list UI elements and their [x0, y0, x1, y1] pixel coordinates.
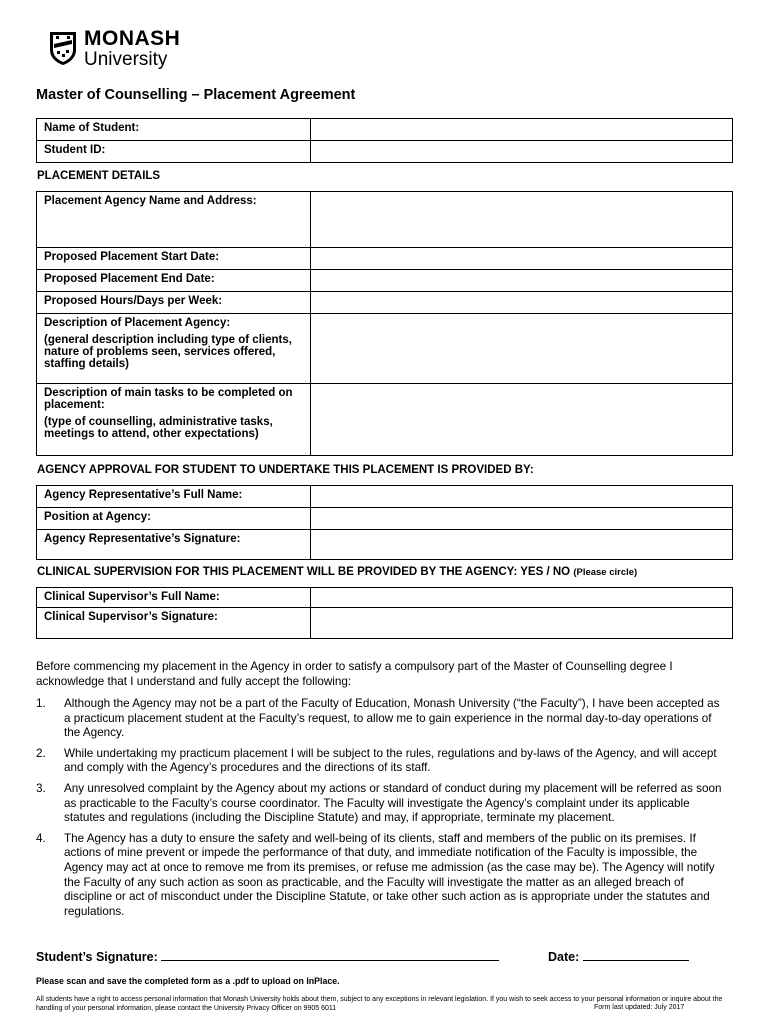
upload-note: Please scan and save the completed form as a .pdf to upload on InPlace. [36, 976, 340, 986]
agency-description-label: Description of Placement Agency: [44, 317, 231, 329]
clinical-supervision-text: CLINICAL SUPERVISION FOR THIS PLACEMENT WILL BE PROVIDED BY THE AGENCY: YES / NO [37, 566, 571, 578]
placement-table [36, 191, 733, 456]
start-date-label: Proposed Placement Start Date: [37, 248, 311, 270]
hours-per-week-label: Proposed Hours/Days per Week: [37, 292, 311, 314]
student-signature-label: Student’s Signature: [36, 950, 158, 964]
agency-rep-name-label: Agency Representative’s Full Name: [37, 486, 311, 508]
list-item [36, 697, 726, 741]
supervision-table [36, 587, 733, 639]
agency-approval-heading: AGENCY APPROVAL FOR STUDENT TO UNDERTAKE THIS PLACEMENT IS PROVIDED BY: [37, 464, 534, 476]
student-signature-line[interactable] [161, 949, 499, 961]
main-tasks-note: (type of counselling, administrative tasks, meetings to attend, other expectations) [44, 416, 273, 440]
table-row [37, 608, 733, 639]
clinical-supervision-heading [37, 566, 637, 578]
monash-crest-icon [48, 30, 78, 66]
student-id-label: Student ID: [37, 141, 311, 163]
table-row [37, 508, 733, 530]
table-row [37, 530, 733, 560]
logo-monash-text: MONASH [84, 26, 181, 50]
agency-rep-signature-label: Agency Representative’s Signature: [37, 530, 311, 560]
agency-rep-signature-field[interactable] [311, 530, 733, 560]
table-row [37, 486, 733, 508]
term-number: 4. [36, 831, 46, 845]
please-circle-note: (Please circle) [573, 567, 638, 578]
term-text: While undertaking my practicum placement I will be subject to the rules, regulations and by-laws of the Agency, and will accept and comply with the Agency’s procedures and the directions of its staff. [64, 746, 717, 775]
table-row [37, 588, 733, 608]
term-text: Any unresolved complaint by the Agency about my actions or standard of conduct during my placement will be referred as soon as practicable to the Faculty’s course coordinator. The Faculty will investigate the Agency’s complaint under its applicable statutes and regulations (including the Discipline Statute) and may, if appropriate, terminate my placement. [64, 781, 722, 825]
student-id-field[interactable] [311, 141, 733, 163]
page-title: Master of Counselling – Placement Agreement [36, 87, 356, 103]
table-row [37, 270, 733, 292]
main-tasks-label: Description of main tasks to be completed on placement: [44, 387, 293, 411]
term-text: The Agency has a duty to ensure the safety and well-being of its clients, staff and members of the public on its premises. If actions of mine prevent or impede the performance of that duty, and immediate notification of the Faculty is impossible, the Agency may act at once to remove me from its premises, or refuse me admission (as the case may be). The Agency will notify the Faculty of any such action as soon as practicable, and the Faculty will investigate the matter as an alleged breach of discipline or act of misconduct under the Discipline Statute, or take other such action as is appropriate under the statutes and regulations. [64, 831, 715, 918]
table-row [37, 141, 733, 163]
table-row [37, 248, 733, 270]
table-row [37, 292, 733, 314]
student-signature [36, 949, 499, 964]
list-item [36, 832, 726, 920]
agency-description-field[interactable] [311, 314, 733, 384]
table-row [37, 384, 733, 456]
position-field[interactable] [311, 508, 733, 530]
table-row [37, 119, 733, 141]
supervisor-name-field[interactable] [311, 588, 733, 608]
form-last-updated: Form last updated: July 2017 [594, 1004, 685, 1011]
term-text: Although the Agency may not be a part of the Faculty of Education, Monash University (“the Faculty”), I have been accepted as a practicum placement student at the Faculty’s request, to allow me to gain experience in the normal day-to-day operations of the Agency. [64, 697, 720, 740]
date [548, 949, 689, 964]
end-date-field[interactable] [311, 270, 733, 292]
agreement-intro: Before commencing my placement in the Agency in order to satisfy a compulsory part of the Master of Counselling degree I acknowledge that I understand and fully accept the following: [36, 660, 673, 688]
name-of-student-label: Name of Student: [37, 119, 311, 141]
main-tasks-cell [37, 384, 311, 456]
supervisor-name-label: Clinical Supervisor’s Full Name: [37, 588, 311, 608]
agency-description-note: (general description including type of clients, nature of problems seen, services offered, staffing details) [44, 334, 292, 370]
end-date-label: Proposed Placement End Date: [37, 270, 311, 292]
agency-name-address-field[interactable] [311, 192, 733, 248]
logo-university-text: University [84, 48, 168, 70]
list-item [36, 782, 726, 826]
term-number: 3. [36, 781, 46, 795]
date-label: Date: [548, 950, 580, 964]
hours-per-week-field[interactable] [311, 292, 733, 314]
date-line[interactable] [583, 949, 689, 961]
agency-rep-name-field[interactable] [311, 486, 733, 508]
agreement-terms [36, 697, 726, 925]
main-tasks-field[interactable] [311, 384, 733, 456]
term-number: 1. [36, 697, 46, 710]
term-number: 2. [36, 746, 46, 760]
table-row [37, 192, 733, 248]
supervisor-signature-field[interactable] [311, 608, 733, 639]
placement-details-heading: PLACEMENT DETAILS [37, 170, 161, 182]
monash-logo [48, 22, 188, 74]
list-item [36, 747, 726, 776]
privacy-statement: All students have a right to access personal information that Monash University holds about them, subject to any exceptions in relevant legislation. If you wish to seek access to your personal information or inquire about the handling of your personal information, please contact the University Privacy Officer on 9905 6011 [36, 996, 723, 1012]
agency-description-cell [37, 314, 311, 384]
agency-name-address-label: Placement Agency Name and Address: [37, 192, 311, 248]
table-row [37, 314, 733, 384]
name-of-student-field[interactable] [311, 119, 733, 141]
start-date-field[interactable] [311, 248, 733, 270]
supervisor-signature-label: Clinical Supervisor’s Signature: [37, 608, 311, 639]
approval-table [36, 485, 733, 560]
student-table [36, 118, 733, 163]
position-label: Position at Agency: [37, 508, 311, 530]
